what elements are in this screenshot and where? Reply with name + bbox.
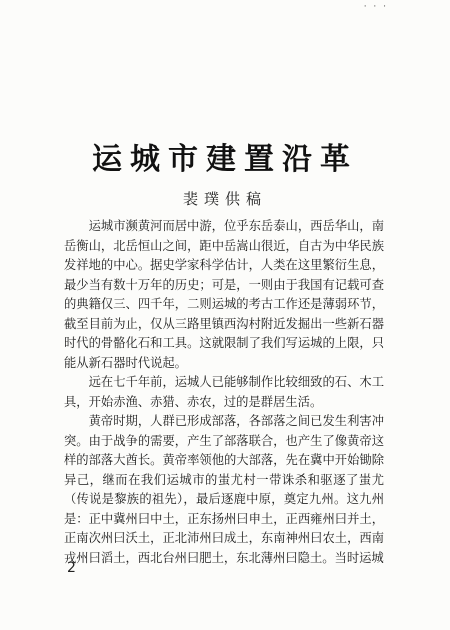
article-author: 裴璞供稿 <box>182 190 267 208</box>
page-number: 2 <box>67 560 76 576</box>
article-title: 运城市建置沿革 <box>92 142 358 177</box>
paragraph-3: 黄帝时期，人群已形成部落，各部落之间已发生利害冲突。由于战争的需要，产生了部落联合，也产生了像黄帝这样的部落大酋长。黄帝率领他的大部落，先在冀中开始锄除异己，继而在我们运城市的蚩尤村一带诛杀和驱逐了蚩尤（传说是黎族的祖先），最后逐鹿中原，奠定九州。这九州是：正中冀州曰中土，正东扬州曰申土，正西雍州曰并土，正南次州曰沃土，正北沛州曰成土，东南神州曰农土，西南戎州曰滔土，西北台州曰肥土，东北薄州曰隐土。当时运城 <box>64 414 384 565</box>
paragraph-2: 远在七千年前，运城人已能够制作比较细致的石、木工具，开始赤渔、赤猎、赤农，过的是群居生活。 <box>64 375 384 409</box>
scan-marks: · · · <box>363 2 388 12</box>
article-body <box>64 217 384 568</box>
paragraph-1: 运城市濒黄河而居中游，位乎东岳泰山，西岳华山，南岳衡山，北岳恒山之间，距中岳嵩山很近，自古为中华民族发祥地的中心。据史学家科学估计，人类在这里繁衍生息，最少当有数十万年的历史；可是，一则由于我国有记载可查的典籍仅三、四千年，二则运城的考古工作还是薄弱环节，截至目前为止，仅从三路里镇西沟村附近发掘出一些新石器时代的骨骼化石和工具。这就限制了我们写运城的上限，只能从新石器时代说起。 <box>64 219 384 370</box>
